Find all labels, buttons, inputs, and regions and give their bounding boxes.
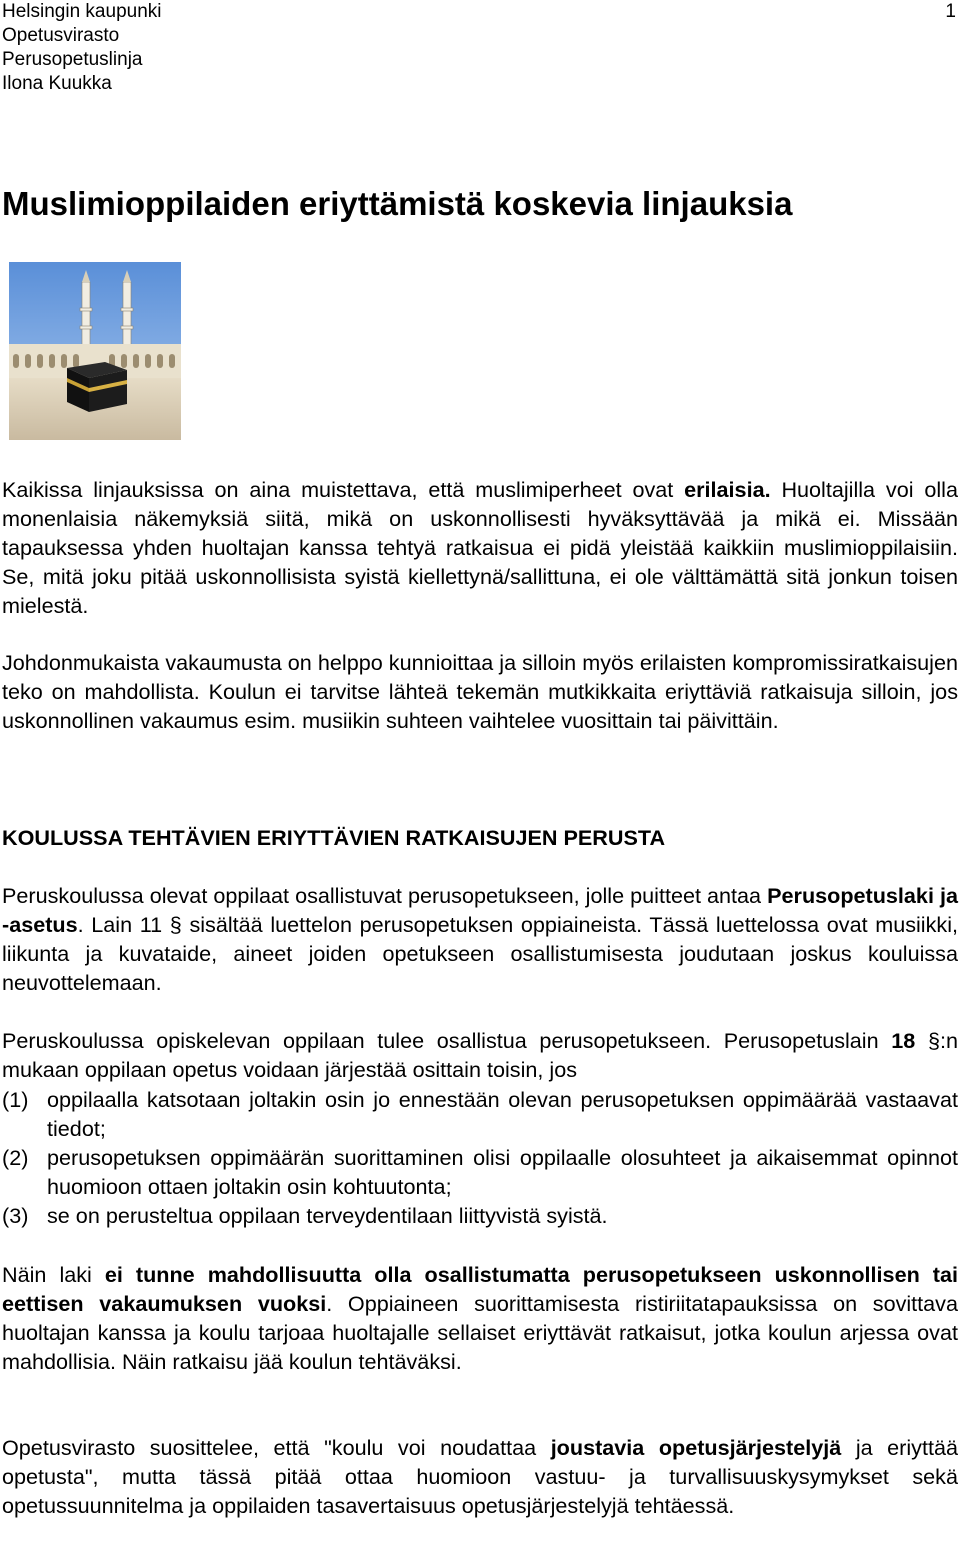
list-item-number: (1) <box>2 1087 29 1112</box>
section-paragraph-2 <box>2 1027 958 1085</box>
list-item-number: (2) <box>2 1145 29 1170</box>
header-author: Ilona Kuukka <box>2 73 112 94</box>
header-line: Perusopetuslinja <box>2 49 143 70</box>
page-number: 1 <box>945 1 956 22</box>
section-paragraph-3 <box>2 1261 958 1377</box>
section-p1-text-c: . Lain 11 § sisältää luettelon perusopetuksen oppiaineista. Tässä luettelossa ovat musiikki, liikunta ja kuvataide, aineet joiden opetukseen osallistumisesta joudutaan joskus kouluissa neuvottelemaan. <box>2 911 958 995</box>
section-paragraph-4 <box>2 1434 958 1521</box>
list-item-number: (3) <box>2 1203 29 1228</box>
section-p3-text-a: Näin laki <box>2 1262 105 1287</box>
section-p3-text-c: . Oppiaineen suorittamisesta ristiriitatapauksissa on sovittava huoltajan kanssa ja koulu tarjoaa huoltajalle sellaiset eriyttävät ratkaisut, jotka koulun arjessa ovat mahdollisia. Näin ratkaisu jää koulun tehtäväksi. <box>2 1290 958 1374</box>
intro-p1-text-c: Huoltajilla voi olla monenlaisia näkemyksiä siitä, mikä on uskonnollisesti hyväksyttävää ja mikä ei. Missään tapauksessa yhden huoltajan kanssa tehtyä ratkaisua ei pidä yleistää kaikkiin muslimioppilaisiin. Se, mitä joku pitää uskonnollisista syistä kiellettynä/sallittuna, ei ole välttämättä sitä jonkun toisen mielestä. <box>2 477 958 618</box>
section-p4-text-c: ja eriyttää opetusta", mutta tässä pitää ottaa huomioon vastuu- ja turvallisuuskysymykset sekä opetussuunnitelma ja oppilaiden tasavertaisuus opetusjärjestelyjä tehtäessä. <box>2 1435 958 1518</box>
header-dept: Opetusvirasto <box>2 25 120 46</box>
intro-paragraph-2: Johdonmukaista vakaumusta on helppo kunnioittaa ja silloin myös erilaisten kompromissiratkaisujen teko on mahdollista. Koulun ei tarvitse lähteä tekemän mutkikkaita eriyttäviä ratkaisuja silloin, jos uskonnollinen vakaumus esim. musiikin suhteen vaihtelee vuosittain tai päivittäin. <box>2 650 958 733</box>
list-item <box>2 1086 958 1144</box>
intro-p1-text-a: Kaikissa linjauksissa on aina muistettava, että muslimiperheet ovat <box>2 477 685 502</box>
section-p4-text-a: Opetusvirasto suosittelee, että "koulu voi noudattaa <box>2 1435 551 1460</box>
section-p2-emphasis: 18 <box>891 1028 916 1053</box>
intro-paragraph-1 <box>2 476 958 621</box>
section-paragraph-1 <box>2 882 958 998</box>
header-org: Helsingin kaupunki <box>2 1 162 22</box>
list-item-text: perusopetuksen oppimäärän suorittaminen olisi oppilaalle olosuhteet ja aikaisemmat opinnot huomioon ottaen joltakin osin kohtuutonta; <box>47 1145 958 1199</box>
section-p1-emphasis: Perusopetuslaki ja -asetus <box>2 883 959 937</box>
list-item-text: oppilaalla katsotaan joltakin osin jo ennestään olevan perusopetuksen oppimäärää vastaavat tiedot; <box>47 1087 958 1141</box>
document-title: Muslimioppilaiden eriyttämistä koskevia linjauksia <box>2 185 793 222</box>
intro-p1-emphasis: erilaisia. <box>684 477 771 502</box>
list-item-text: se on perusteltua oppilaan terveydentilaan liittyvistä syistä. <box>47 1203 608 1228</box>
section-p2-text-c: §:n mukaan oppilaan opetus voidaan järjestää osittain toisin, jos <box>2 1028 958 1082</box>
section-p1-text-a: Peruskoulussa olevat oppilaat osallistuvat perusopetukseen, jolle puitteet antaa <box>2 883 768 908</box>
list-item <box>2 1202 958 1231</box>
section-heading: KOULUSSA TEHTÄVIEN ERIYTTÄVIEN RATKAISUJEN PERUSTA <box>2 825 666 850</box>
section-p2-text-a: Peruskoulussa opiskelevan oppilaan tulee osallistua perusopetukseen. Perusopetuslain <box>2 1028 892 1053</box>
kaaba-illustration <box>9 262 181 440</box>
section-p4-emphasis: joustavia opetusjärjestelyjä <box>550 1435 842 1460</box>
section-p3-emphasis: ei tunne mahdollisuutta olla osallistumatta perusopetukseen uskonnollisen tai eettisen vakaumuksen vuoksi <box>2 1262 958 1316</box>
list-item <box>2 1144 958 1202</box>
